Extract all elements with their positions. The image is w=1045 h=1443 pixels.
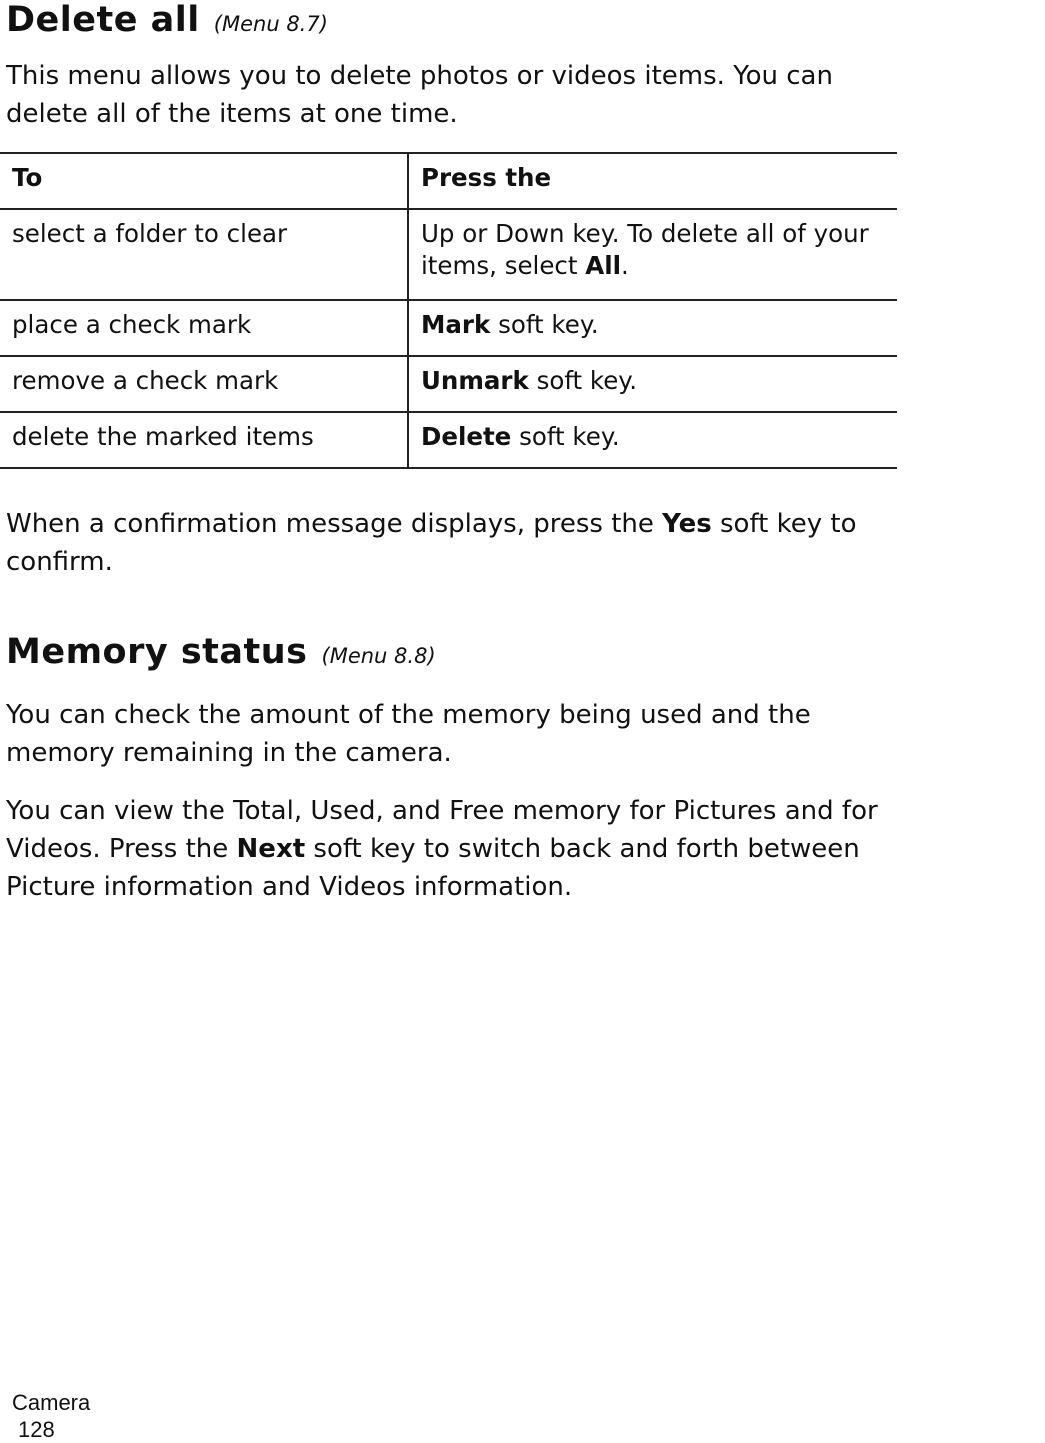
memory-status-menu-ref: (Menu 8.8) [321,644,436,668]
row-press-suffix: soft key. [490,310,599,339]
delete-all-menu-ref: (Menu 8.7) [213,12,328,36]
delete-all-heading [6,0,328,40]
confirm-suffix: soft key to confirm. [6,509,857,577]
row-press-suffix: soft key. [511,422,620,451]
row-press-suffix: . [621,251,629,280]
row-press-key: Unmark [421,366,529,395]
row-press-cell [408,412,897,468]
table-header-row [0,153,897,209]
memory-status-title: Memory status [6,632,308,672]
header-press-the: Press the [408,153,897,209]
row-press-text: Up or Down key. To delete all of your items, select [421,219,869,280]
footer-page-number: 128 [18,1417,55,1442]
delete-all-intro: This menu allows you to delete photos or videos items. You can delete all of the items at one time. [6,61,833,129]
table-row [0,356,897,412]
next-key-label: Next [236,834,306,864]
row-to-cell: remove a check mark [0,356,408,412]
row-to-cell: place a check mark [0,300,408,356]
confirm-text: When a confirmation message displays, press the [6,509,663,539]
delete-all-title: Delete all [6,0,200,40]
table-row [0,209,897,300]
row-press-key: All [585,251,622,280]
memory-status-heading [6,632,436,672]
memory-status-para1: You can check the amount of the memory being used and the memory remaining in the camera. [6,700,811,768]
header-to: To [0,153,408,209]
memory-para2-suffix: soft key to switch back and forth between Picture information and Videos information. [6,834,860,902]
table-row [0,412,897,468]
row-press-cell [408,356,897,412]
row-press-key: Mark [421,310,491,339]
row-press-cell [408,300,897,356]
yes-key-label: Yes [662,509,712,539]
memory-status-para2 [6,792,906,906]
delete-all-table [0,152,897,469]
footer-section-name: Camera [12,1390,91,1415]
memory-para2-text: You can view the Total, Used, and Free memory for Pictures and for Videos. Press the [6,796,878,864]
row-press-key: Delete [421,422,512,451]
confirm-paragraph [6,505,906,581]
table-row [0,300,897,356]
row-press-cell [408,209,897,300]
row-to-cell: select a folder to clear [0,209,408,300]
row-to-cell: delete the marked items [0,412,408,468]
row-press-suffix: soft key. [528,366,638,395]
